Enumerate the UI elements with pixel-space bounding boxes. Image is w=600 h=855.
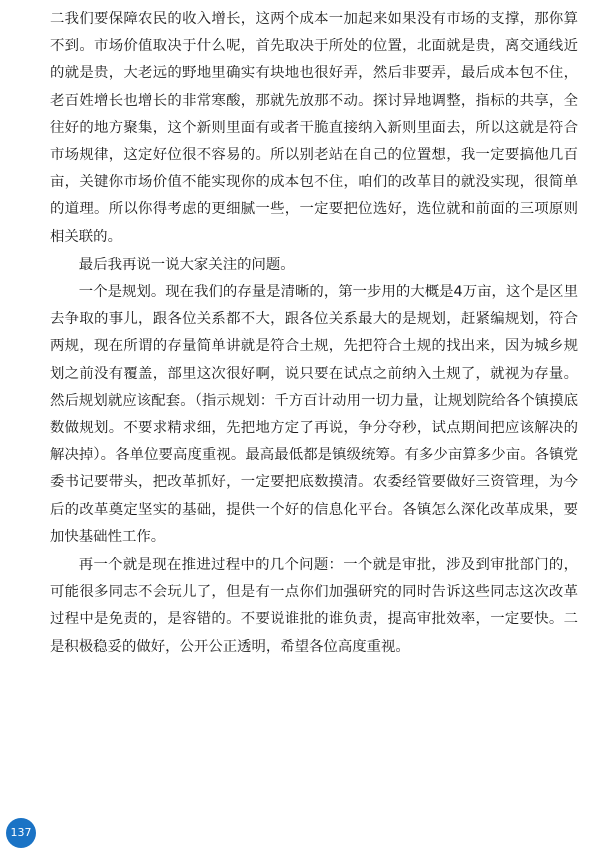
paragraph-market-value: 二我们要保障农民的收入增长，这两个成本一加起来如果没有市场的支撑，那你算不到。市场价值取决于什么呢，首先取决于所处的位置，北面就是贵，离交通线近的就是贵，大老远的野地里确实有块地也很好弄，然后非要弄，最后成本包不住，老百姓增长也增长的非常寒酸，那就先放那不动。探讨异地调整，指标的共享，全往好的地方聚集，这个新则里面有或者干脆直接纳入新则里面去，所以这就是符合市场规律，这定好位很不容易的。所以别老站在自己的位置想，我一定要搞他几百亩，关键你市场价值不能实现你的成本包不住，咱们的改革目的就没实现，很简单的道理。所以你得考虑的更细腻一些，一定要把位选好，选位就和前面的三项原则相关联的。	[50, 11, 578, 245]
body-text	[50, 6, 578, 661]
paragraph-closing-intro: 最后我再说一说大家关注的问题。	[78, 256, 295, 273]
paragraph-planning: 一个是规划。现在我们的存量是清晰的，第一步用的大概是4万亩，这个是区里去争取的事儿，跟各位关系都不大，跟各位关系最大的是规划，赶紧编规划，符合两规，现在所谓的存量简单讲就是符合土规，先把符合土规的找出来，因为城乡规划之前没有覆盖，部里这次很好啊，说只要在试点之前纳入土规了，就视为存量。然后规划就应该配套。（指示规划：千方百计动用一切力量，让规划院给各个镇摸底数做规划。不要求精求细，先把地方定了再说，争分夺秒，试点期间把应该解决的解决掉）。各单位要高度重视。最高最低都是镇级统筹。有多少亩算多少亩。各镇党委书记要带头，把改革抓好，一定要把底数摸清。农委经管要做好三资管理，为今后的改革奠定坚实的基础，提供一个好的信息化平台。各镇怎么深化改革成果，要加快基础性工作。	[50, 284, 578, 545]
paragraph-issues: 再一个就是现在推进过程中的几个问题：一个就是审批，涉及到审批部门的，可能很多同志不会玩儿了，但是有一点你们加强研究的同时告诉这些同志这次改革过程中是免责的，是容错的。不要说谁批的谁负责，提高审批效率，一定要快。二是积极稳妥的做好，公开公正透明，希望各位高度重视。	[50, 557, 578, 655]
page-number-badge: 137	[6, 818, 36, 848]
